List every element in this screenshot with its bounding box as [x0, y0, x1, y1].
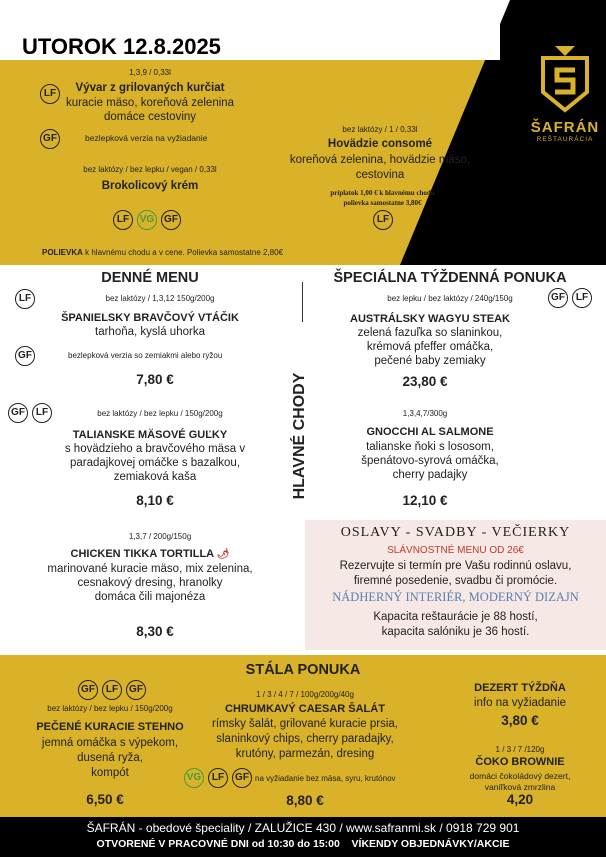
lactose-free-icon: LF — [113, 210, 133, 230]
daily-title: DENNÉ MENU — [101, 270, 199, 286]
soup3-desc2: cestovina — [355, 169, 405, 181]
soup3-desc1: koreňová zelenina, hovädzie mäso, — [289, 154, 471, 166]
soup3-icons — [373, 210, 393, 230]
brownie-desc2: vaníľková zmrzlina — [484, 782, 556, 792]
gluten-free-icon: GF — [161, 210, 181, 230]
p1-price: 6,50 € — [86, 792, 124, 807]
gluten-free-icon: GF — [78, 680, 98, 700]
lactose-free-icon: LF — [40, 84, 60, 104]
d1-name: ŠPANIELSKY BRAVČOVÝ VTÁČIK — [61, 312, 239, 324]
dessert-info: info na vyžiadanie — [473, 697, 567, 709]
events-title: OSLAVY - SVADBY - VEČIERKY — [340, 525, 571, 540]
events-tagline: NÁDHERNÝ INTERIÉR, MODERNÝ DIZAJN — [332, 590, 579, 604]
brand-logo — [528, 44, 602, 143]
lactose-free-icon: LF — [102, 680, 122, 700]
footer-line1: ŠAFRÁN - obedové špeciality / ZALUŽICE 430 / www.safranmi.sk / 0918 729 901 — [86, 821, 520, 835]
events-cap2: kapacita salóniku je 36 hostí. — [381, 626, 530, 638]
soup1-icon-gluten — [40, 128, 60, 149]
d2-name: TALIANSKE MÄSOVÉ GUĽKY — [72, 429, 228, 441]
d3-price: 8,30 € — [136, 624, 174, 639]
soup-footer-text: k hlavnému chodu a v cene. Polievka samostatne 2,80€ — [82, 248, 284, 257]
d1-desc: tarhoňa, kyslá uhorka — [95, 326, 205, 338]
d3-name: CHICKEN TIKKA TORTILLA — [70, 548, 214, 560]
w1-desc3: pečené baby zemiaky — [374, 355, 486, 367]
gluten-free-icon: GF — [548, 288, 568, 308]
gluten-free-icon: GF — [15, 346, 35, 366]
soup1-name: Vývar z grilovaných kurčiat — [75, 82, 225, 94]
d3-name-wrap — [30, 548, 270, 560]
soup2-icons — [113, 210, 181, 230]
lactose-free-icon: LF — [32, 403, 52, 423]
d2-desc3: zemiaková kaša — [113, 471, 197, 483]
gluten-free-icon: GF — [40, 129, 60, 149]
w1-alergens: bez lepku / bez laktózy / 240g/150g — [387, 294, 513, 303]
p1-desc2: dusená ryža, — [77, 752, 143, 764]
w2-price: 12,10 € — [402, 493, 448, 508]
p2-desc1: rímsky šalát, grilované kuracie prsia, — [212, 718, 398, 730]
p2-desc2: slaninkový chips, cherry paradajky, — [216, 733, 394, 745]
events-subtitle: SLÁVNOSTNÉ MENU OD 26€ — [387, 545, 524, 556]
brownie-name: ČOKO BROWNIE — [475, 756, 565, 768]
soup1-desc1: kuracie mäso, koreňová zelenina — [65, 97, 235, 109]
shield-s-logo-icon — [535, 44, 595, 114]
d2-desc2: paradajkovej omáčke s bazalkou, — [69, 457, 241, 469]
p2-price: 8,80 € — [286, 793, 324, 808]
daily-divider — [302, 282, 303, 322]
p1-name: PEČENÉ KURACIE STEHNO — [36, 721, 184, 733]
standing-title: STÁLA PONUKA — [245, 662, 361, 678]
d3-desc1: marinované kuracie mäso, mix zelenina, — [47, 563, 253, 575]
soup3-extra2: polievka samostatne 3,80€ — [343, 199, 422, 207]
w2-desc3: cherry padajky — [392, 469, 468, 481]
d1-icon — [15, 288, 35, 309]
soup2-name: Brokolicový krém — [101, 180, 199, 192]
d1-alergens: bez laktózy / 1,3,12 150g/200g — [105, 294, 215, 303]
w1-icons — [548, 288, 592, 308]
d1-price: 7,80 € — [136, 372, 174, 387]
d3-alergens: 1,3,7 / 200g/150g — [128, 532, 192, 541]
p2-name: CHRUMKAVÝ CAESAR ŠALÁT — [225, 703, 385, 715]
soup3-alergens: bez laktózy / 1 / 0,33l — [342, 125, 418, 134]
d2-desc1: s hovädzieho a bravčového mäsa v — [64, 443, 246, 455]
soup1-alergens: 1,3,9 / 0,33l — [129, 68, 171, 77]
brand-sub: REŠTAURÁCIA — [536, 136, 594, 143]
lactose-free-icon: LF — [373, 210, 393, 230]
lactose-free-icon: LF — [208, 768, 228, 788]
lactose-free-icon: LF — [572, 288, 592, 308]
w1-desc1: zelená fazuľka so slaninkou, — [357, 327, 503, 339]
p2-note: na vyžiadanie bez mäsa, syru, krutónov — [255, 774, 396, 783]
soup3-extra1: príplatok 1,00 € k hlavnému chodu — [330, 189, 435, 197]
brand-name: ŠAFRÁN — [530, 119, 600, 136]
gluten-free-icon: GF — [126, 680, 146, 700]
d3-desc2: cesnakový dresing, hranolky — [77, 577, 223, 589]
w1-price: 23,80 € — [402, 374, 448, 389]
soup2-alergens: bez laktózy / bez lepku / vegan / 0,33l — [83, 165, 217, 174]
brownie-desc1: domáci čokoládový dezert, — [469, 771, 571, 781]
p1-alergens: bez laktózy / bez lepku / 150g/200g — [47, 704, 173, 713]
w2-desc2: špenátovo-syrová omáčka, — [361, 455, 499, 467]
p1-desc1: jemná omáčka s výpekom, — [41, 737, 179, 749]
events-line1: Rezervujte si termín pre Vašu rodinnú oslavu, — [339, 560, 572, 572]
w2-alergens: 1,3,4,7/300g — [402, 409, 448, 418]
soup1-note: bezlepková verzia na vyžiadanie — [85, 133, 208, 143]
main-courses-vertical-label: HLAVNÉ CHODY — [291, 372, 308, 500]
p1-desc3: kompót — [91, 767, 129, 779]
lactose-free-icon: LF — [15, 289, 35, 309]
dessert-price: 3,80 € — [501, 713, 539, 728]
footer-line2: OTVORENÉ V PRACOVNÉ DNI od 10:30 do 15:00 VÍKENDY OBJEDNÁVKY/AKCIE — [96, 838, 510, 850]
brownie-alergens: 1 / 3 / 7 /120g — [495, 745, 545, 754]
weekly-title: ŠPECIÁLNA TÝŽDENNÁ PONUKA — [333, 270, 567, 286]
d2-price: 8,10 € — [136, 493, 174, 508]
soup-footer — [42, 248, 283, 257]
events-cap1: Kapacita reštaurácie je 88 hostí, — [373, 611, 538, 623]
events-line2: firemné posedenie, svadbu či promócie. — [353, 575, 558, 587]
w2-desc1: talianske ňoki s lososom, — [366, 441, 494, 453]
date-title: UTOROK 12.8.2025 — [22, 34, 221, 59]
p2-desc3: krutóny, parmezán, dresing — [235, 748, 375, 760]
w2-name: GNOCCHI AL SALMONE — [366, 426, 494, 438]
gluten-free-icon: GF — [232, 768, 252, 788]
soup1-desc2: domáce cestoviny — [103, 111, 197, 123]
gluten-free-icon: GF — [8, 403, 28, 423]
d1-gluten-icon — [15, 345, 35, 366]
soup3-name: Hovädzie consomé — [327, 138, 433, 150]
vegan-icon: VG — [137, 210, 157, 230]
p1-icons — [78, 680, 146, 700]
dessert-title: DEZERT TÝŽDŇA — [474, 682, 566, 694]
p2-icons — [184, 768, 252, 788]
d1-note: bezlepková verzia so zemiakmi alebo ryžou — [68, 351, 223, 360]
d2-icons — [8, 403, 52, 423]
brownie-price: 4,20 — [506, 792, 534, 807]
chili-pepper-icon: 🌶 — [216, 549, 230, 560]
d2-alergens: bez laktózy / bez lepku / 150g/200g — [97, 409, 223, 418]
w1-name: AUSTRÁLSKY WAGYU STEAK — [350, 313, 510, 325]
d3-desc3: domáca čili majonéza — [94, 591, 206, 603]
p2-alergens: 1 / 3 / 4 / 7 / 100g/200g/40g — [256, 690, 354, 699]
soup-footer-bold: POLIEVKA — [42, 248, 83, 257]
w1-desc2: krémová pfeffer omáčka, — [366, 341, 494, 353]
vegan-icon: VG — [184, 768, 204, 788]
